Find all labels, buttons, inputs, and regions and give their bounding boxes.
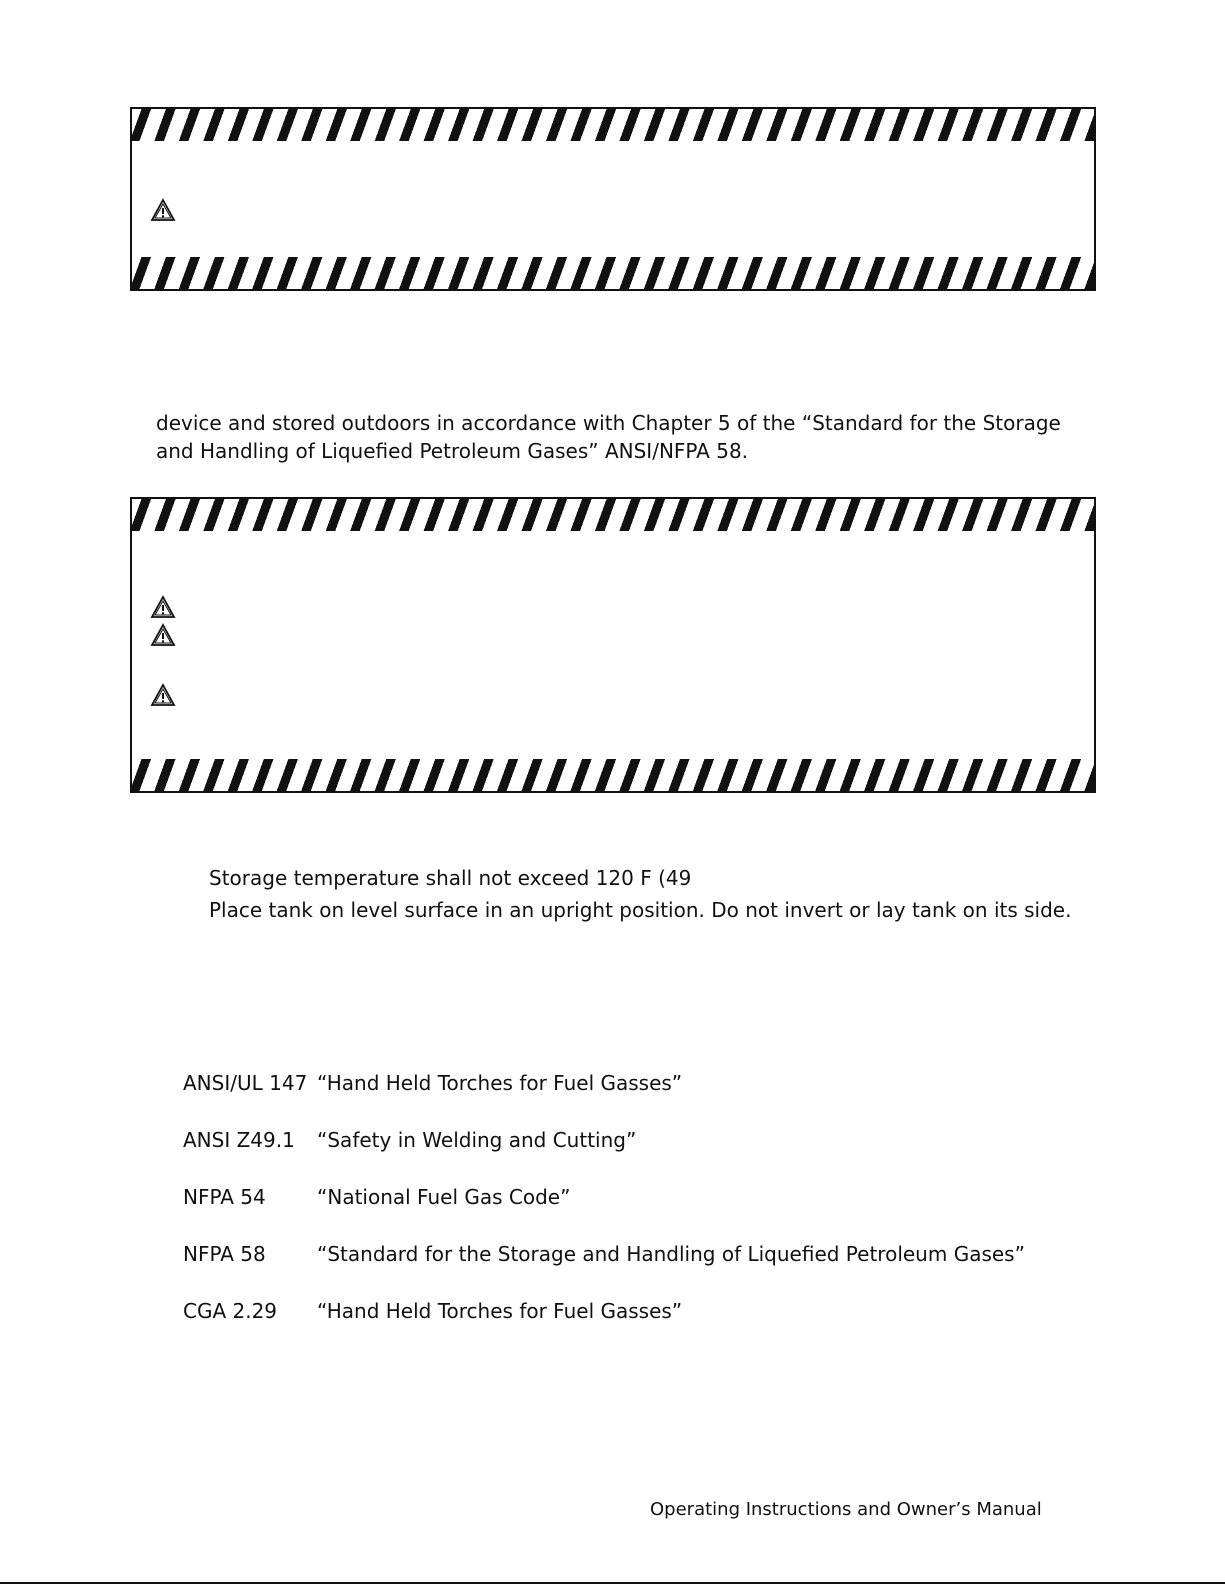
standard-code: ANSI Z49.1 (183, 1128, 295, 1152)
standard-code: NFPA 54 (183, 1185, 266, 1209)
warning-box-2 (130, 497, 1096, 793)
standard-title: “National Fuel Gas Code” (317, 1185, 571, 1209)
standard-row (183, 1297, 682, 1325)
standard-title: “Hand Held Torches for Fuel Gasses” (317, 1299, 683, 1323)
standard-code: NFPA 58 (183, 1242, 266, 1266)
storage-paragraph (156, 409, 1061, 465)
warning-box-1 (130, 107, 1096, 291)
standard-row (183, 1126, 636, 1154)
standard-code: CGA 2.29 (183, 1299, 278, 1323)
hazard-stripe-top (132, 499, 1094, 531)
page-footer: Operating Instructions and Owner’s Manual (650, 1499, 1042, 1520)
standard-row (183, 1240, 1025, 1268)
storage-instructions (209, 862, 1071, 926)
warning-body (132, 531, 1094, 759)
standard-code: ANSI/UL 147 (183, 1071, 308, 1095)
bottom-rule (0, 1582, 1225, 1584)
standard-row (183, 1069, 682, 1097)
hazard-stripe-bottom (132, 759, 1094, 791)
storage-paragraph-line-1: device and stored outdoors in accordance with Chapter 5 of the “Standard for the Storage (156, 411, 1061, 435)
hazard-stripe-bottom (132, 257, 1094, 289)
hazard-stripe-top (132, 109, 1094, 141)
standard-row (183, 1183, 570, 1211)
standard-title: “Hand Held Torches for Fuel Gasses” (317, 1071, 683, 1095)
storage-instruction-upright: Place tank on level surface in an upright position. Do not invert or lay tank on its side. (209, 898, 1072, 922)
standard-title: “Safety in Welding and Cutting” (317, 1128, 637, 1152)
warning-triangle-icon (150, 595, 176, 619)
warning-body (132, 141, 1094, 257)
storage-paragraph-line-2: and Handling of Liquefied Petroleum Gases” ANSI/NFPA 58. (156, 439, 749, 463)
warning-triangle-icon (150, 683, 176, 707)
warning-triangle-icon (150, 198, 176, 222)
storage-instruction-temperature: Storage temperature shall not exceed 120 F (49 (209, 866, 692, 890)
warning-triangle-icon (150, 623, 176, 647)
standard-title: “Standard for the Storage and Handling of Liquefied Petroleum Gases” (317, 1242, 1025, 1266)
